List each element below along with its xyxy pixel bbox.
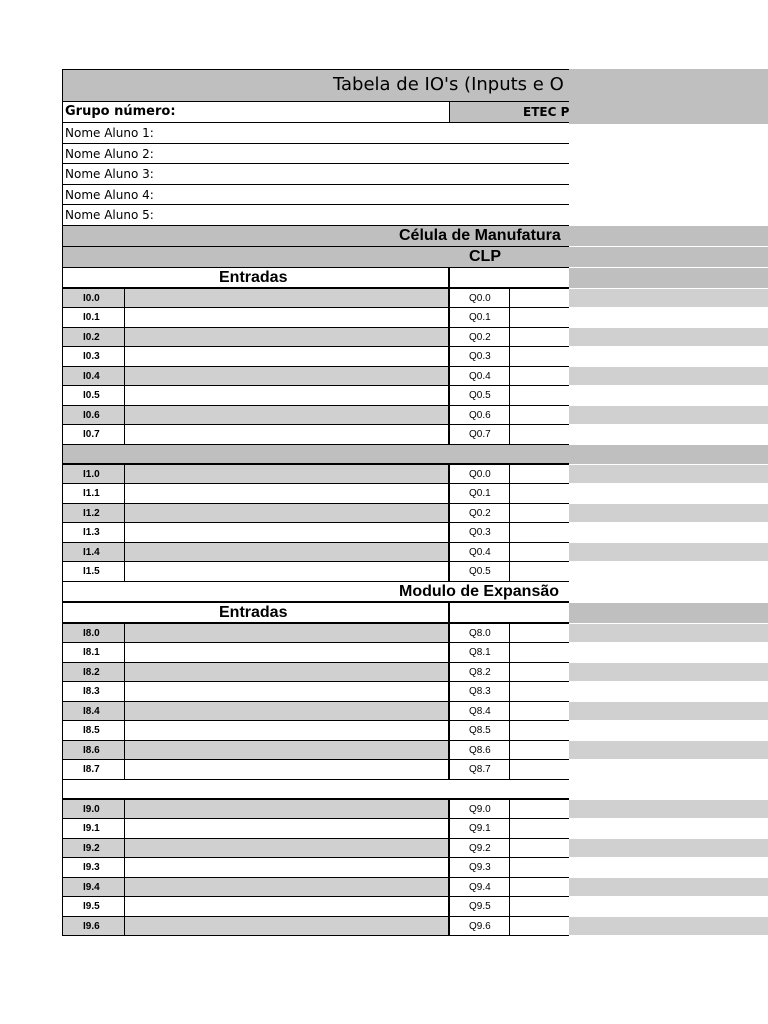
- group-number-label: Grupo número:: [65, 104, 176, 119]
- input-address-cell: [63, 624, 124, 643]
- input-address: I0.1: [83, 312, 100, 323]
- output-description-cell[interactable]: [509, 328, 569, 347]
- page-title: Tabela de IO's (Inputs e O: [333, 74, 564, 95]
- student-name-field[interactable]: [163, 123, 569, 143]
- input-address: I8.7: [83, 764, 100, 775]
- student-name-row: [62, 144, 569, 165]
- output-address: Q0.4: [469, 370, 491, 382]
- output-description-cell[interactable]: [509, 386, 569, 405]
- input-address: I0.2: [83, 331, 100, 343]
- school-name: ETEC P: [523, 105, 569, 119]
- output-description-cell[interactable]: [509, 484, 569, 503]
- output-address: Q0.2: [469, 507, 491, 519]
- io-table-row: [62, 721, 569, 741]
- output-description-cell[interactable]: [509, 347, 569, 366]
- output-description-cell[interactable]: [509, 702, 569, 721]
- output-description-cell[interactable]: [509, 523, 569, 542]
- input-address-cell: [63, 663, 124, 682]
- io-table-row: [62, 682, 569, 702]
- output-address: Q0.6: [469, 409, 491, 421]
- input-address-cell: [63, 800, 124, 819]
- block-gap-row: [62, 780, 569, 800]
- io-table-row: [62, 839, 569, 859]
- io-table-row: [62, 523, 569, 543]
- output-description-cell[interactable]: [509, 367, 569, 386]
- inputs-header: Entradas: [219, 268, 288, 286]
- output-address: Q0.2: [469, 331, 491, 343]
- student-name-label: Nome Aluno 4:: [65, 187, 154, 202]
- io-table-row: [62, 504, 569, 524]
- cell-title: Célula de Manufatura: [399, 226, 561, 244]
- output-address-cell: [448, 289, 510, 308]
- input-address-cell: [63, 878, 124, 897]
- input-address-cell: [63, 839, 124, 858]
- input-description-cell[interactable]: [124, 406, 449, 425]
- output-address-cell: [448, 504, 510, 523]
- output-address-cell: [448, 523, 510, 542]
- input-address-cell: [63, 504, 124, 523]
- output-description-cell[interactable]: [509, 721, 569, 740]
- input-address-cell: [63, 543, 124, 562]
- student-name-field[interactable]: [163, 185, 569, 205]
- input-address: I0.6: [83, 409, 100, 421]
- input-description-cell[interactable]: [124, 741, 449, 760]
- input-description-cell[interactable]: [124, 819, 449, 838]
- grey-band-extension: [569, 663, 768, 682]
- output-address: Q8.1: [469, 647, 491, 658]
- input-description-cell[interactable]: [124, 386, 449, 405]
- io-table-row: [62, 543, 569, 563]
- output-address: Q8.0: [469, 627, 491, 639]
- io-table-row: [62, 425, 569, 445]
- inputs-header-row: [62, 268, 569, 289]
- input-address: I1.0: [83, 468, 100, 480]
- group-row: [62, 102, 569, 123]
- input-address: I9.2: [83, 842, 100, 854]
- input-address: I1.3: [83, 527, 100, 538]
- output-address: Q8.7: [469, 764, 491, 775]
- grey-band-extension: [569, 367, 768, 386]
- grey-band-extension: [569, 839, 768, 858]
- input-address-cell: [63, 386, 124, 405]
- column-separator: [448, 268, 450, 287]
- input-address: I0.5: [83, 390, 100, 401]
- output-address-cell: [448, 308, 510, 327]
- student-name-row: [62, 123, 569, 144]
- output-address-cell: [448, 386, 510, 405]
- grey-band-extension: [569, 800, 768, 819]
- input-description-cell[interactable]: [124, 543, 449, 562]
- output-address-cell: [448, 819, 510, 838]
- grey-band-extension: [569, 465, 768, 484]
- io-table-row: [62, 663, 569, 683]
- input-address: I0.7: [83, 429, 100, 440]
- grey-band-extension: [569, 917, 768, 936]
- io-table-row: [62, 800, 569, 820]
- input-description-cell[interactable]: [124, 702, 449, 721]
- input-address: I1.1: [83, 488, 100, 499]
- input-address: I0.0: [83, 292, 100, 304]
- output-address-cell: [448, 721, 510, 740]
- input-description-cell[interactable]: [124, 425, 449, 444]
- input-description-cell[interactable]: [124, 917, 449, 936]
- output-address: Q9.6: [469, 920, 491, 932]
- cell-title-row: [62, 226, 569, 247]
- input-description-cell[interactable]: [124, 760, 449, 779]
- input-description-cell[interactable]: [124, 328, 449, 347]
- input-address: I0.3: [83, 351, 100, 362]
- output-address-cell: [448, 465, 510, 484]
- input-address-cell: [63, 308, 124, 327]
- output-description-cell[interactable]: [509, 406, 569, 425]
- grey-band-extension: [569, 702, 768, 721]
- input-description-cell[interactable]: [124, 897, 449, 916]
- input-description-cell[interactable]: [124, 465, 449, 484]
- input-address: I8.5: [83, 725, 100, 736]
- title-band-extension: [569, 69, 768, 124]
- output-description-cell[interactable]: [509, 741, 569, 760]
- output-address-cell: [448, 682, 510, 701]
- output-address: Q9.4: [469, 881, 491, 893]
- input-description-cell[interactable]: [124, 484, 449, 503]
- io-table-row: [62, 643, 569, 663]
- io-table-row: [62, 702, 569, 722]
- student-name-label: Nome Aluno 5:: [65, 208, 154, 222]
- input-address: I9.5: [83, 901, 100, 912]
- output-address: Q9.0: [469, 803, 491, 815]
- output-address-cell: [448, 425, 510, 444]
- output-address: Q9.5: [469, 901, 491, 912]
- output-address-cell: [448, 367, 510, 386]
- input-address-cell: [63, 917, 124, 936]
- column-separator: [448, 603, 450, 622]
- grey-band-extension: [569, 878, 768, 897]
- input-description-cell[interactable]: [124, 562, 449, 581]
- input-address-cell: [63, 643, 124, 662]
- grey-band-extension: [569, 226, 768, 246]
- output-address-cell: [448, 878, 510, 897]
- input-address: I8.1: [83, 647, 100, 658]
- output-address: Q8.4: [469, 705, 491, 717]
- output-address: Q0.1: [469, 488, 491, 499]
- input-address-cell: [63, 897, 124, 916]
- input-address-cell: [63, 289, 124, 308]
- block-gap-row: [62, 445, 569, 465]
- student-name-field[interactable]: [163, 164, 569, 184]
- input-description-cell[interactable]: [124, 504, 449, 523]
- io-table-sheet: [62, 69, 569, 936]
- output-description-cell[interactable]: [509, 878, 569, 897]
- expansion-title-row: [62, 582, 569, 603]
- input-address-cell: [63, 741, 124, 760]
- input-address: I8.3: [83, 686, 100, 697]
- input-address: I9.1: [83, 823, 100, 834]
- output-address: Q0.0: [469, 292, 491, 304]
- output-address-cell: [448, 347, 510, 366]
- input-description-cell[interactable]: [124, 663, 449, 682]
- output-address: Q9.1: [469, 823, 491, 834]
- output-address: Q8.6: [469, 744, 491, 756]
- output-address-cell: [448, 897, 510, 916]
- input-address-cell: [63, 425, 124, 444]
- output-address: Q8.5: [469, 725, 491, 736]
- output-description-cell[interactable]: [509, 682, 569, 701]
- input-description-cell[interactable]: [124, 839, 449, 858]
- input-description-cell[interactable]: [124, 289, 449, 308]
- grey-band-extension: [569, 741, 768, 760]
- io-table-row: [62, 386, 569, 406]
- io-table-row: [62, 308, 569, 328]
- io-table-row: [62, 562, 569, 582]
- output-address-cell: [448, 839, 510, 858]
- output-address: Q0.5: [469, 566, 491, 577]
- io-table-row: [62, 819, 569, 839]
- io-table-row: [62, 741, 569, 761]
- input-description-cell[interactable]: [124, 721, 449, 740]
- input-description-cell[interactable]: [124, 624, 449, 643]
- input-address-cell: [63, 465, 124, 484]
- output-address: Q0.7: [469, 429, 491, 440]
- io-table-row: [62, 760, 569, 780]
- input-description-cell[interactable]: [124, 523, 449, 542]
- output-address: Q0.0: [469, 468, 491, 480]
- io-table-row: [62, 328, 569, 348]
- student-name-row: [62, 185, 569, 206]
- output-description-cell[interactable]: [509, 760, 569, 779]
- io-table-row: [62, 878, 569, 898]
- io-table-row: [62, 858, 569, 878]
- output-address-cell: [448, 562, 510, 581]
- output-description-cell[interactable]: [509, 917, 569, 936]
- io-table-row: [62, 367, 569, 387]
- output-address-cell: [448, 741, 510, 760]
- input-description-cell[interactable]: [124, 643, 449, 662]
- input-address: I1.2: [83, 507, 100, 519]
- input-address: I8.6: [83, 744, 100, 756]
- input-address-cell: [63, 406, 124, 425]
- output-address-cell: [448, 702, 510, 721]
- output-address-cell: [448, 328, 510, 347]
- input-address: I8.0: [83, 627, 100, 639]
- input-address-cell: [63, 819, 124, 838]
- output-address-cell: [448, 406, 510, 425]
- expansion-inputs-header: Entradas: [219, 603, 288, 621]
- output-address-cell: [448, 663, 510, 682]
- output-description-cell[interactable]: [509, 543, 569, 562]
- input-address-cell: [63, 682, 124, 701]
- input-description-cell[interactable]: [124, 682, 449, 701]
- input-address: I9.6: [83, 920, 100, 932]
- io-table-row: [62, 624, 569, 644]
- output-description-cell[interactable]: [509, 839, 569, 858]
- clp-row: [62, 247, 569, 268]
- output-address: Q8.2: [469, 666, 491, 678]
- input-description-cell[interactable]: [124, 858, 449, 877]
- student-name-row: [62, 205, 569, 226]
- input-address-cell: [63, 523, 124, 542]
- output-description-cell[interactable]: [509, 858, 569, 877]
- grey-band-extension: [569, 247, 768, 267]
- output-description-cell[interactable]: [509, 562, 569, 581]
- io-table-row: [62, 465, 569, 485]
- output-description-cell[interactable]: [509, 624, 569, 643]
- output-description-cell[interactable]: [509, 504, 569, 523]
- expansion-inputs-header-row: [62, 603, 569, 624]
- input-address: I8.2: [83, 666, 100, 678]
- output-address: Q9.3: [469, 862, 491, 873]
- output-description-cell[interactable]: [509, 425, 569, 444]
- output-address-cell: [448, 917, 510, 936]
- input-description-cell[interactable]: [124, 367, 449, 386]
- output-description-cell[interactable]: [509, 289, 569, 308]
- input-address-cell: [63, 484, 124, 503]
- output-description-cell[interactable]: [509, 465, 569, 484]
- output-address: Q8.3: [469, 686, 491, 697]
- output-address-cell: [448, 543, 510, 562]
- input-address-cell: [63, 367, 124, 386]
- expansion-title: Modulo de Expansão: [399, 582, 560, 600]
- io-table-row: [62, 897, 569, 917]
- output-description-cell[interactable]: [509, 897, 569, 916]
- io-table-row: [62, 347, 569, 367]
- output-description-cell[interactable]: [509, 663, 569, 682]
- input-address-cell: [63, 347, 124, 366]
- output-address-cell: [448, 800, 510, 819]
- title-row: [62, 69, 569, 102]
- student-name-field[interactable]: [163, 144, 569, 164]
- grey-band-extension: [569, 543, 768, 562]
- output-address: Q0.3: [469, 527, 491, 538]
- input-address: I0.4: [83, 370, 100, 382]
- input-address-cell: [63, 562, 124, 581]
- io-table-row: [62, 917, 569, 937]
- input-address: I9.4: [83, 881, 100, 893]
- grey-band-extension: [569, 406, 768, 425]
- student-name-row: [62, 164, 569, 185]
- output-address-cell: [448, 624, 510, 643]
- input-description-cell[interactable]: [124, 308, 449, 327]
- output-address: Q0.5: [469, 390, 491, 401]
- output-description-cell[interactable]: [509, 308, 569, 327]
- io-table-row: [62, 484, 569, 504]
- output-description-cell[interactable]: [509, 643, 569, 662]
- student-name-label: Nome Aluno 2:: [65, 146, 154, 161]
- grey-band-extension: [569, 603, 768, 623]
- input-address-cell: [63, 858, 124, 877]
- output-address-cell: [448, 484, 510, 503]
- grey-band-extension: [569, 624, 768, 643]
- input-address: I8.4: [83, 705, 100, 717]
- io-table-row: [62, 289, 569, 309]
- input-description-cell[interactable]: [124, 800, 449, 819]
- student-name-label: Nome Aluno 1:: [65, 126, 154, 140]
- output-address-cell: [448, 760, 510, 779]
- output-description-cell[interactable]: [509, 819, 569, 838]
- output-address: Q9.2: [469, 842, 491, 854]
- input-address-cell: [63, 760, 124, 779]
- input-description-cell[interactable]: [124, 347, 449, 366]
- output-address: Q0.1: [469, 312, 491, 323]
- input-address: I9.3: [83, 862, 100, 873]
- input-address-cell: [63, 702, 124, 721]
- output-address-cell: [448, 858, 510, 877]
- output-address: Q0.3: [469, 351, 491, 362]
- output-description-cell[interactable]: [509, 800, 569, 819]
- clp-title: CLP: [469, 247, 501, 265]
- input-address: I1.4: [83, 546, 100, 558]
- output-address-cell: [448, 643, 510, 662]
- student-name-field[interactable]: [163, 205, 569, 225]
- input-address: I1.5: [83, 566, 100, 577]
- output-address: Q0.4: [469, 546, 491, 558]
- grey-band-extension: [569, 328, 768, 347]
- grey-band-extension: [569, 504, 768, 523]
- input-description-cell[interactable]: [124, 878, 449, 897]
- grey-band-extension: [569, 268, 768, 288]
- input-address: I9.0: [83, 803, 100, 815]
- io-table-row: [62, 406, 569, 426]
- input-address-cell: [63, 328, 124, 347]
- grey-band-extension: [569, 445, 768, 464]
- grey-band-extension: [569, 289, 768, 308]
- student-name-label: Nome Aluno 3:: [65, 167, 154, 181]
- input-address-cell: [63, 721, 124, 740]
